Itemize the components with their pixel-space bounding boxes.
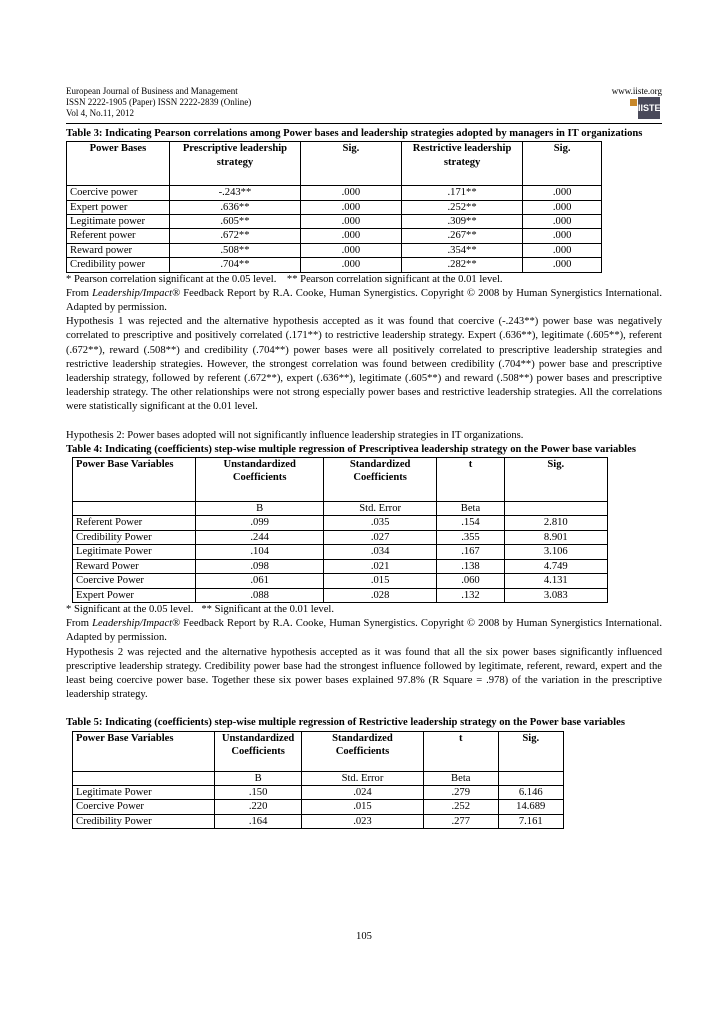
- table-cell: .605**: [169, 215, 300, 229]
- source-rest: ® Feedback Report by R.A. Cooke, Human Synergistics. Copyright © 2008 by Human Synergistics International. Adapted by permission.: [66, 287, 662, 314]
- table3: [66, 141, 602, 272]
- table-cell: .252**: [401, 200, 523, 214]
- t4-subheader: [73, 502, 196, 516]
- t5-subheader: Std. Error: [301, 771, 423, 785]
- t3-header: Restrictive leadership strategy: [401, 142, 523, 186]
- table-cell: .027: [323, 530, 436, 544]
- t3-header: Sig.: [523, 142, 602, 186]
- table-cell: Legitimate Power: [73, 785, 215, 799]
- table-cell: Legitimate Power: [73, 545, 196, 559]
- table5-caption: Table 5: Indicating (coefficients) step-wise multiple regression of Restrictive leadership strategy on the Power base variables: [66, 717, 625, 729]
- table4: [72, 457, 608, 603]
- table-cell: .088: [196, 588, 323, 602]
- t5-header: Unstandardized Coefficients: [215, 731, 302, 771]
- table-cell: -.243**: [169, 186, 300, 200]
- table-cell: .023: [301, 814, 423, 828]
- hypothesis2-paragraph: Hypothesis 2 was rejected and the alternative hypothesis accepted as it was found that all the six power bases significantly influenced prescriptive leadership strategy. Credibility power base had the strongest influence followed by legitimate, referent, reward, expert and the least being coercive power base. Together these six power bases explained 97.8% (R Square = .978) of the variation in the prescriptive leadership strategy.: [66, 646, 662, 701]
- volume: Vol 4, No.11, 2012: [66, 108, 135, 118]
- header-rule: [66, 123, 662, 124]
- table-cell: .034: [323, 545, 436, 559]
- source-title: Leadership/Impact: [92, 618, 173, 630]
- table-cell: Credibility power: [67, 258, 170, 272]
- table-row: [73, 785, 564, 799]
- table-cell: 3.106: [504, 545, 607, 559]
- table-cell: .220: [215, 800, 302, 814]
- table-cell: .099: [196, 516, 323, 530]
- table-cell: .098: [196, 559, 323, 573]
- table-row: [73, 588, 608, 602]
- table-cell: .000: [523, 200, 602, 214]
- table-cell: Coercive Power: [73, 574, 196, 588]
- table-cell: .000: [523, 243, 602, 257]
- table-cell: .267**: [401, 229, 523, 243]
- table-cell: .282**: [401, 258, 523, 272]
- table-cell: .354**: [401, 243, 523, 257]
- table-cell: .000: [301, 186, 402, 200]
- source-prefix: From: [66, 618, 93, 630]
- table-cell: .000: [301, 243, 402, 257]
- table-cell: .132: [437, 588, 504, 602]
- table-cell: .138: [437, 559, 504, 573]
- table-cell: .000: [301, 215, 402, 229]
- table-cell: .279: [424, 785, 498, 799]
- table-row: [67, 243, 602, 257]
- table-row: [67, 258, 602, 272]
- table-cell: 7.161: [498, 814, 564, 828]
- table-cell: .508**: [169, 243, 300, 257]
- table-cell: .704**: [169, 258, 300, 272]
- table-row: [73, 574, 608, 588]
- table3-source: [66, 287, 662, 315]
- table-cell: .244: [196, 530, 323, 544]
- t5-header: Power Base Variables: [73, 731, 215, 771]
- logo-text: IISTE: [638, 97, 660, 119]
- source-prefix: From: [66, 287, 93, 299]
- t4-subheader: Beta: [437, 502, 504, 516]
- logo-mark-icon: [630, 99, 637, 106]
- table-cell: .028: [323, 588, 436, 602]
- t3-header: Power Bases: [67, 142, 170, 186]
- issn: ISSN 2222-1905 (Paper) ISSN 2222-2839 (Online): [66, 97, 252, 107]
- table-cell: .061: [196, 574, 323, 588]
- table-row: [67, 200, 602, 214]
- table-cell: .636**: [169, 200, 300, 214]
- t5-subheader: B: [215, 771, 302, 785]
- table-cell: .035: [323, 516, 436, 530]
- table-row: [67, 229, 602, 243]
- table-row: [73, 814, 564, 828]
- t5-subheader: [73, 771, 215, 785]
- table4-caption: Table 4: Indicating (coefficients) step-wise multiple regression of Prescriptivea leadership strategy on the Power base variables: [66, 443, 636, 455]
- table-cell: .000: [523, 258, 602, 272]
- table-cell: Expert Power: [73, 588, 196, 602]
- table-cell: .309**: [401, 215, 523, 229]
- table-cell: Legitimate power: [67, 215, 170, 229]
- hypothesis1-paragraph: Hypothesis 1 was rejected and the alternative hypothesis accepted as it was found that coercive (-.243**) power base was negatively correlated to prescriptive and positively correlated (.171**) to restrictive leadership strategy. Expert (.636**), legitimate (.605**), referent (.672**), reward (.508**) and credibility (.704**) power bases were all positively correlated to prescriptive leadership strategies and restrictive leadership strategies. However, the strongest correlation was found between credibility (.704**) power base and prescriptive leadership strategy, followed by referent (.672**), expert (.636**), legitimate (.605**) and reward (.508**) power bases and prescriptive leadership strategy. The other relationships were not strong especially power bases and restrictive leadership strategies. All the correlations were statistically significant at the 0.01 level.: [66, 316, 662, 413]
- table4-note: * Significant at the 0.05 level. ** Significant at the 0.01 level.: [66, 603, 335, 615]
- table-row: [73, 545, 608, 559]
- table-cell: .252: [424, 800, 498, 814]
- t5-subheader: [498, 771, 564, 785]
- table-cell: Credibility Power: [73, 530, 196, 544]
- table3-caption: Table 3: Indicating Pearson correlations among Power bases and leadership strategies adopted by managers in IT organizations: [66, 128, 643, 139]
- table-cell: Coercive power: [67, 186, 170, 200]
- page-content: [66, 127, 662, 829]
- table-cell: .164: [215, 814, 302, 828]
- table-cell: .000: [301, 200, 402, 214]
- table-cell: Expert power: [67, 200, 170, 214]
- table-cell: .015: [301, 800, 423, 814]
- table-cell: Coercive Power: [73, 800, 215, 814]
- table-row: [73, 530, 608, 544]
- t4-header: Power Base Variables: [73, 458, 196, 502]
- table-cell: .000: [523, 186, 602, 200]
- table-cell: .672**: [169, 229, 300, 243]
- table-row: [73, 559, 608, 573]
- t3-header: Prescriptive leadership strategy: [169, 142, 300, 186]
- table-cell: Credibility Power: [73, 814, 215, 828]
- table-cell: .000: [301, 229, 402, 243]
- table-row: [73, 800, 564, 814]
- table-cell: 4.749: [504, 559, 607, 573]
- table-cell: .024: [301, 785, 423, 799]
- table-row: [73, 516, 608, 530]
- table-cell: .171**: [401, 186, 523, 200]
- table-row: [67, 215, 602, 229]
- table-cell: 8.901: [504, 530, 607, 544]
- website[interactable]: www.iiste.org: [611, 86, 662, 96]
- t3-header: Sig.: [301, 142, 402, 186]
- table3-note: * Pearson correlation significant at the 0.05 level. ** Pearson correlation significant at the 0.01 level.: [66, 273, 503, 285]
- page-number: 105: [356, 931, 372, 942]
- table-cell: 3.083: [504, 588, 607, 602]
- t5-header: Sig.: [498, 731, 564, 771]
- t5-subheader: Beta: [424, 771, 498, 785]
- journal-header: [66, 86, 251, 119]
- table-cell: .015: [323, 574, 436, 588]
- t4-subheader: [504, 502, 607, 516]
- t5-header: t: [424, 731, 498, 771]
- table-cell: Reward Power: [73, 559, 196, 573]
- table-cell: .150: [215, 785, 302, 799]
- table-cell: .000: [523, 229, 602, 243]
- source-rest: ® Feedback Report by R.A. Cooke, Human Synergistics. Copyright © 2008 by Human Synergistics International. Adapted by permission.: [66, 618, 662, 644]
- t4-subheader: Std. Error: [323, 502, 436, 516]
- table-cell: .000: [523, 215, 602, 229]
- table-cell: .060: [437, 574, 504, 588]
- table-cell: .104: [196, 545, 323, 559]
- t4-header: Sig.: [504, 458, 607, 502]
- table-cell: .154: [437, 516, 504, 530]
- iiste-logo: [630, 97, 660, 119]
- t4-header: Standardized Coefficients: [323, 458, 436, 502]
- table-cell: 14.689: [498, 800, 564, 814]
- table5: [72, 731, 564, 830]
- t4-subheader: B: [196, 502, 323, 516]
- table-cell: .167: [437, 545, 504, 559]
- table-cell: .021: [323, 559, 436, 573]
- table-cell: .355: [437, 530, 504, 544]
- hypothesis2-statement: Hypothesis 2: Power bases adopted will not significantly influence leadership strategies in IT organizations.: [66, 429, 524, 441]
- table-cell: Referent power: [67, 229, 170, 243]
- table-cell: Referent Power: [73, 516, 196, 530]
- table-cell: 6.146: [498, 785, 564, 799]
- table4-source: [66, 617, 662, 645]
- table-row: [67, 186, 602, 200]
- t4-header: Unstandardized Coefficients: [196, 458, 323, 502]
- t5-header: Standardized Coefficients: [301, 731, 423, 771]
- table-cell: .277: [424, 814, 498, 828]
- table-cell: 2.810: [504, 516, 607, 530]
- t4-header: t: [437, 458, 504, 502]
- table-cell: .000: [301, 258, 402, 272]
- table-cell: Reward power: [67, 243, 170, 257]
- table-cell: 4.131: [504, 574, 607, 588]
- source-title: Leadership/Impact: [92, 287, 173, 299]
- journal-name: European Journal of Business and Management: [66, 86, 238, 96]
